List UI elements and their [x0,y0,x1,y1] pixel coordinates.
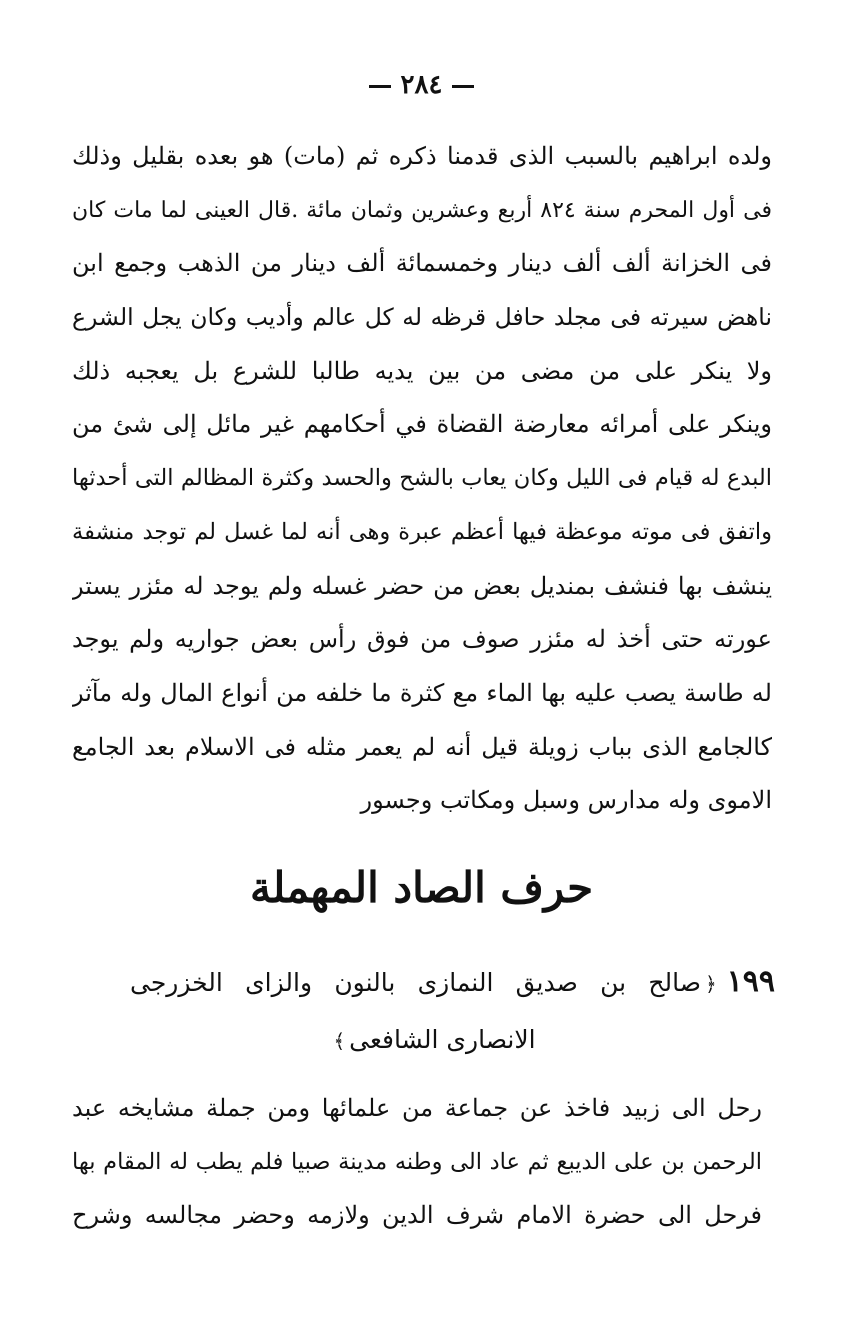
ornament-open-icon: ﴿ [704,972,717,996]
entry-number: ١٩٩ [726,964,775,999]
text-line: البدع له قيام فى الليل وكان يعاب بالشح والحسد وكثرة المظالم التى أحدثها [72,465,772,492]
text-line: عورته حتى أخذ له مئزر صوف من فوق رأس بعض جواريه ولم يوجد [72,625,772,654]
page-number [0,70,843,100]
text-line: كالجامع الذى بباب زويلة قيل أنه لم يعمر مثله فى الاسلام بعد الجامع [72,732,772,761]
page-number-dash-left [369,85,391,88]
text-line: له طاسة يصب عليه بها الماء مع كثرة ما خلفه من أنواع المال وله مآثر [72,678,772,707]
section-title: حرف الصاد المهملة [249,863,594,912]
text-line: رحل الى زبيد فاخذ عن جماعة من علمائها ومن جملة مشايخه عبد [72,1094,762,1122]
text-line: فى الخزانة ألف ألف دينار وخمسمائة ألف دينار من الذهب وجمع ابن [72,249,772,278]
entry-name-continued: الانصارى الشافعى [349,1025,536,1054]
paragraph-2 [72,1082,762,1243]
page-number-text: ٢٨٤ [400,70,443,100]
entry-heading-line-1 [130,952,775,1012]
page-number-dash-right [452,85,474,88]
text-line: فى أول المحرم سنة ٨٢٤ أربع وعشرين وثمان مائة .قال العينى لما مات كان [72,197,772,223]
biography-entry-heading [130,952,775,1067]
paragraph-1 [72,130,772,828]
entry-heading-line-2 [130,1012,775,1067]
text-line: ناهض سيرته فى مجلد حافل قرظه له كل عالم وأديب وكان يجل الشرع [72,303,772,332]
text-line: ولا ينكر على من مضى من بين يديه طالبا للشرع بل يعجبه ذلك [72,356,772,385]
ornament-close-icon: ﴾ [333,1029,346,1053]
text-line: واتفق فى موته موعظة فيها أعظم عبرة وهى أنه لما غسل لم توجد منشفة [72,518,772,545]
text-line: الرحمن بن على الديبع ثم عاد الى وطنه مدينة صبيا فلم يطب له المقام بها [72,1148,762,1175]
text-line: وينكر على أمرائه معارضة القضاة في أحكامهم غير مائل إلى شئ من [72,410,772,439]
text-line: فرحل الى حضرة الامام شرف الدين ولازمه وحضر مجالسه وشرح [72,1201,762,1230]
text-line: ولده ابراهيم بالسبب الذى قدمنا ذكره ثم (مات) هو بعده بقليل وذلك [72,142,772,170]
entry-name: صالح بن صديق النمازى بالنون والزاى الخزرجى [130,968,701,997]
text-line: ينشف بها فنشف بمنديل بعض من حضر غسله ولم يوجد له مئزر يستر [72,571,772,600]
text-line: الاموى وله مدارس وسبل ومكاتب وجسور [360,786,772,815]
